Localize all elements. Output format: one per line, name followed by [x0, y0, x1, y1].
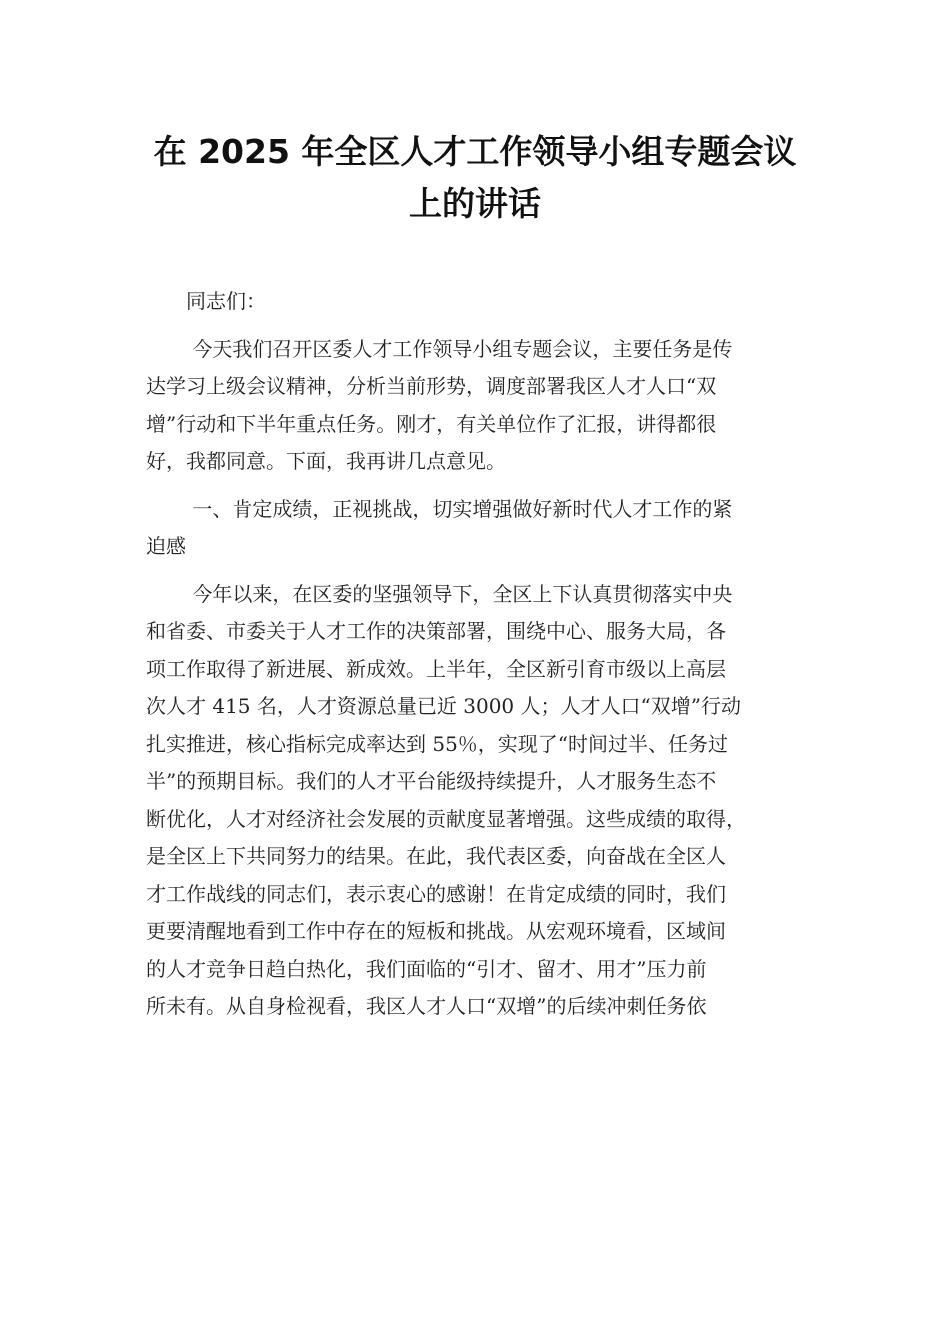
text-line: 一、肯定成绩，正视挑战，切实增强做好新时代人才工作的紧 [146, 496, 733, 521]
text-line: 扎实推进，核心指标完成率达到 55％，实现了“时间过半、任务过 [146, 731, 729, 756]
text-line: 增”行动和下半年重点任务。刚才，有关单位作了汇报，讲得都很 [146, 411, 717, 436]
text-line: 的人才竞争日趋白热化，我们面临的“引才、留才、用才”压力前 [146, 956, 707, 981]
text-line: 今天我们召开区委人才工作领导小组专题会议，主要任务是传 [146, 336, 733, 361]
text-line: 所未有。从自身检视看，我区人才人口“双增”的后续冲刺任务依 [146, 994, 707, 1018]
text-line: 才工作战线的同志们，表示衷心的感谢！在肯定成绩的同时，我们 [146, 881, 726, 906]
text-line: 断优化，人才对经济社会发展的贡献度显著增强。这些成绩的取得， [146, 806, 746, 831]
text-line: 迫感 [146, 534, 186, 558]
text-line: 好，我都同意。下面，我再讲几点意见。 [146, 449, 506, 473]
section-heading-1 [146, 491, 826, 566]
text-line: 半”的预期目标。我们的人才平台能级持续提升，人才服务生态不 [146, 769, 717, 793]
text-line: 是全区上下共同努力的结果。在此，我代表区委，向奋战在全区人 [146, 844, 726, 868]
text-line: 次人才 415 名，人才资源总量已近 3000 人；人才人口“双增”行动 [146, 694, 741, 718]
text-line: 和省委、市委关于人才工作的决策部署，围绕中心、服务大局，各 [146, 619, 726, 643]
paragraph-achievements [146, 576, 826, 1026]
text-line: 今年以来，在区委的坚强领导下，全区上下认真贯彻落实中央 [146, 581, 733, 606]
text-line: 同志们： [146, 289, 266, 313]
paragraph-salutation [146, 283, 826, 321]
title-line-1: 在 2025 年全区人才工作领导小组专题会议 [153, 132, 797, 171]
text-line: 更要清醒地看到工作中存在的短板和挑战。从宏观环境看，区域间 [146, 919, 726, 943]
text-line: 达学习上级会议精神，分析当前形势，调度部署我区人才人口“双 [146, 374, 717, 398]
paragraph-intro [146, 331, 826, 481]
document-body [146, 283, 826, 1026]
document-title [120, 126, 830, 230]
title-line-2: 上的讲话 [409, 184, 541, 223]
text-line: 项工作取得了新进展、新成效。上半年，全区新引育市级以上高层 [146, 656, 726, 681]
